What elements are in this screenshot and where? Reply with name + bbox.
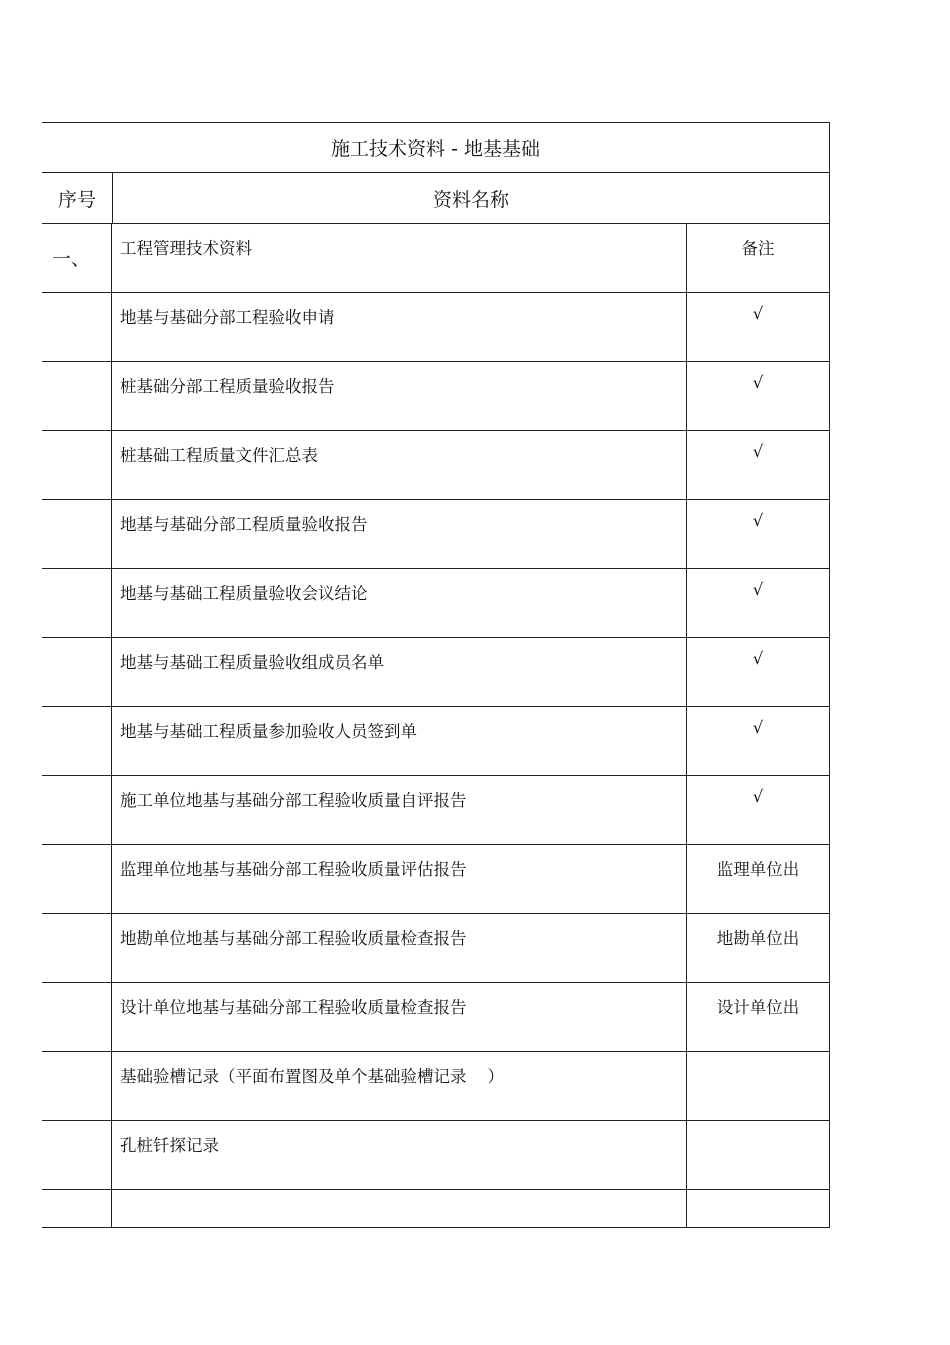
row-serial-number [42,293,112,361]
table-row [42,638,829,707]
table-row [42,1190,829,1228]
table-row [42,914,829,983]
row-remark: 地勘单位出 [716,929,800,948]
table-row [42,1121,829,1190]
row-remark [687,1121,829,1189]
row-document-name: 桩基础分部工程质量验收报告 [112,362,687,430]
table-title: 施工技术资料 - 地基基础 [42,123,829,173]
row-remark: 监理单位出 [716,860,800,879]
row-serial-number [42,1052,112,1120]
row-remark: √ [752,580,764,599]
header-document-name: 资料名称 [432,188,509,211]
row-document-name: 孔桩钎探记录 [112,1121,687,1189]
table-row [42,293,829,362]
row-document-name: 地勘单位地基与基础分部工程验收质量检查报告 [112,914,687,982]
table-row [42,431,829,500]
row-serial-number [42,845,112,913]
row-document-name: 地基与基础工程质量验收组成员名单 [112,638,687,706]
row-serial-number [42,914,112,982]
row-document-name: 设计单位地基与基础分部工程验收质量检查报告 [112,983,687,1051]
row-serial-number [42,500,112,568]
row-serial-number [42,1121,112,1189]
document-table [42,122,830,1228]
row-remark: √ [752,649,764,668]
row-remark: √ [752,511,764,530]
row-document-name: 地基与基础分部工程验收申请 [112,293,687,361]
row-serial-number [42,638,112,706]
row-serial-number [42,569,112,637]
table-row [42,1052,829,1121]
row-remark: 备注 [741,239,775,258]
table-body [42,224,829,1228]
row-remark [687,1190,829,1227]
row-remark: √ [752,304,764,323]
row-document-name: 监理单位地基与基础分部工程验收质量评估报告 [112,845,687,913]
table-row [42,983,829,1052]
row-document-name [112,1190,687,1227]
row-document-name: 施工单位地基与基础分部工程验收质量自评报告 [112,776,687,844]
row-serial-number [42,776,112,844]
row-serial-number [42,362,112,430]
row-serial-number [42,983,112,1051]
row-serial-number [42,431,112,499]
table-row [42,224,829,293]
row-remark: √ [752,373,764,392]
table-row [42,845,829,914]
row-document-name: 地基与基础工程质量参加验收人员签到单 [112,707,687,775]
row-remark [687,1052,829,1120]
table-header-row [42,173,829,224]
table-row [42,500,829,569]
table-row [42,776,829,845]
header-serial-number: 序号 [42,173,113,223]
row-serial-number [42,1190,112,1227]
row-remark: √ [752,787,764,806]
table-row [42,707,829,776]
row-remark: √ [752,442,764,461]
row-document-name: 基础验槽记录（平面布置图及单个基础验槽记录 ） [112,1052,687,1120]
row-document-name: 工程管理技术资料 [112,224,687,292]
row-document-name: 桩基础工程质量文件汇总表 [112,431,687,499]
row-document-name: 地基与基础工程质量验收会议结论 [112,569,687,637]
row-remark: √ [752,718,764,737]
table-row [42,362,829,431]
row-serial-number: 一、 [42,224,112,292]
table-row [42,569,829,638]
row-document-name: 地基与基础分部工程质量验收报告 [112,500,687,568]
row-serial-number [42,707,112,775]
row-remark: 设计单位出 [716,998,800,1017]
